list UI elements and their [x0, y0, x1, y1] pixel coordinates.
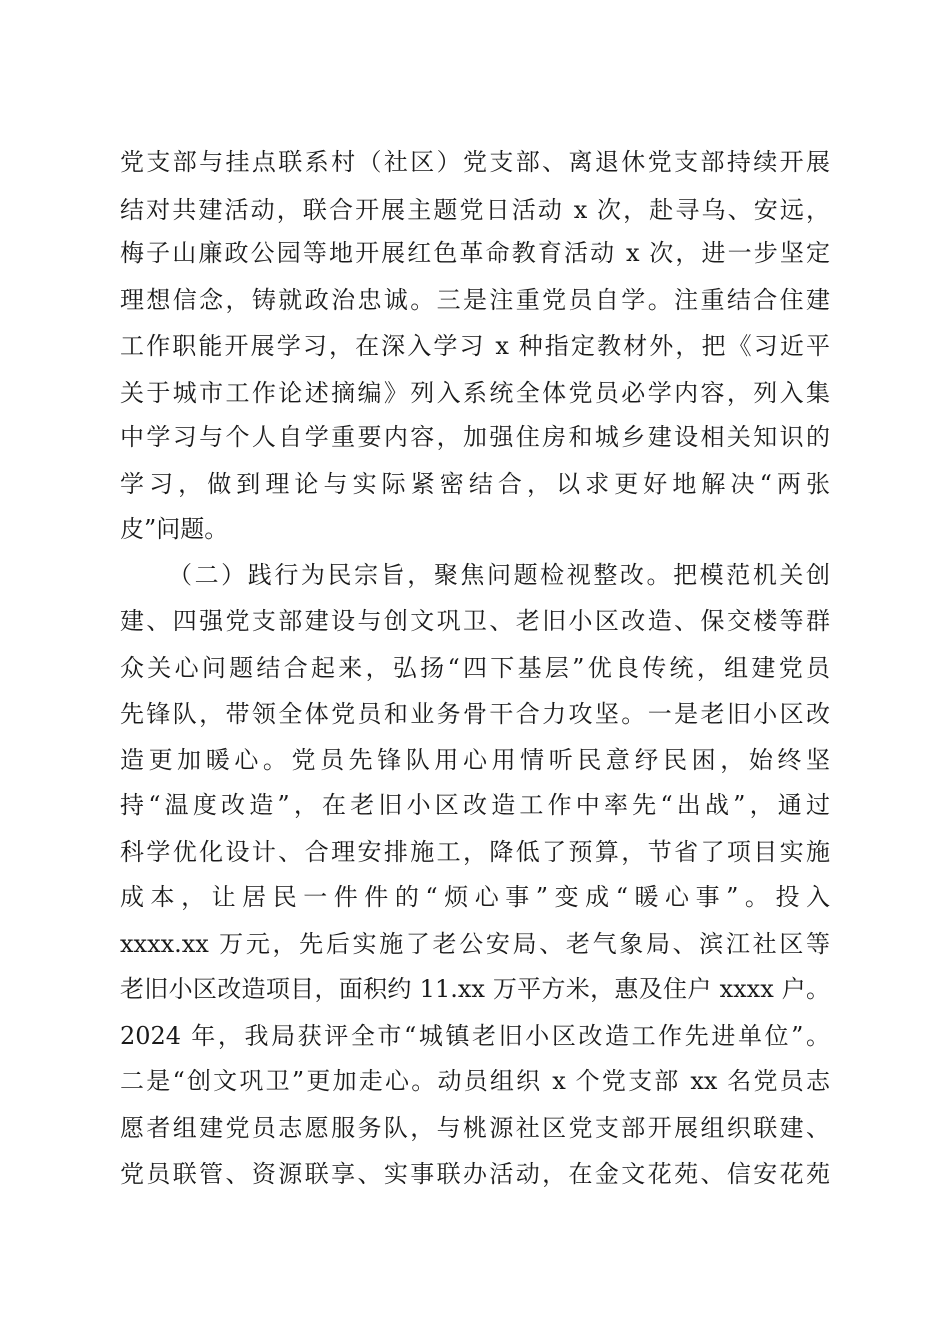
text-line: 工作职能开展学习，在深入学习 x 种指定教材外，把《习近平	[120, 332, 830, 360]
text-line: 造更加暖心。党员先锋队用心用情听民意纾民困，始终坚	[120, 746, 830, 774]
text-line: 科学优化设计、合理安排施工，降低了预算，节省了项目实施	[120, 838, 830, 866]
text-line: 结对共建活动，联合开展主题党日活动 x 次，赴寻乌、安远，	[120, 196, 830, 224]
section-heading-line: （二）践行为民宗旨，聚焦问题检视整改。把模范机关创	[168, 561, 830, 589]
text-line: 众关心问题结合起来，弘扬“四下基层”优良传统，组建党员	[120, 654, 830, 682]
text-line: 梅子山廉政公园等地开展红色革命教育活动 x 次，进一步坚定	[120, 239, 830, 267]
text-line: 学习，做到理论与实际紧密结合，以求更好地解决“两张	[120, 470, 830, 498]
text-line: 中学习与个人自学重要内容，加强住房和城乡建设相关知识的	[120, 423, 830, 451]
text-line: 老旧小区改造项目，面积约 11.xx 万平方米，惠及住户 xxxx 户。	[120, 975, 830, 1003]
text-line: 皮”问题。	[120, 515, 229, 543]
text-line: xxxx.xx 万元，先后实施了老公安局、老气象局、滨江社区等	[120, 930, 830, 958]
text-line: 成本，让居民一件件的“烦心事”变成“暖心事”。投入	[120, 883, 830, 911]
text-line: 愿者组建党员志愿服务队，与桃源社区党支部开展组织联建、	[120, 1114, 830, 1142]
text-line: 党员联管、资源联享、实事联办活动，在金文花苑、信安花苑	[120, 1160, 830, 1188]
text-line: 持“温度改造”，在老旧小区改造工作中率先“出战”，通过	[120, 791, 830, 819]
text-line: 关于城市工作论述摘编》列入系统全体党员必学内容，列入集	[120, 379, 830, 407]
text-line: 理想信念，铸就政治忠诚。三是注重党员自学。注重结合住建	[120, 286, 830, 314]
text-line: 2024 年，我局获评全市“城镇老旧小区改造工作先进单位”。	[120, 1022, 830, 1050]
text-line: 二是“创文巩卫”更加走心。动员组织 x 个党支部 xx 名党员志	[120, 1067, 830, 1095]
text-line: 党支部与挂点联系村（社区）党支部、离退休党支部持续开展	[120, 148, 830, 176]
text-line: 建、四强党支部建设与创文巩卫、老旧小区改造、保交楼等群	[120, 607, 830, 635]
text-line: 先锋队，带领全体党员和业务骨干合力攻坚。一是老旧小区改	[120, 700, 830, 728]
